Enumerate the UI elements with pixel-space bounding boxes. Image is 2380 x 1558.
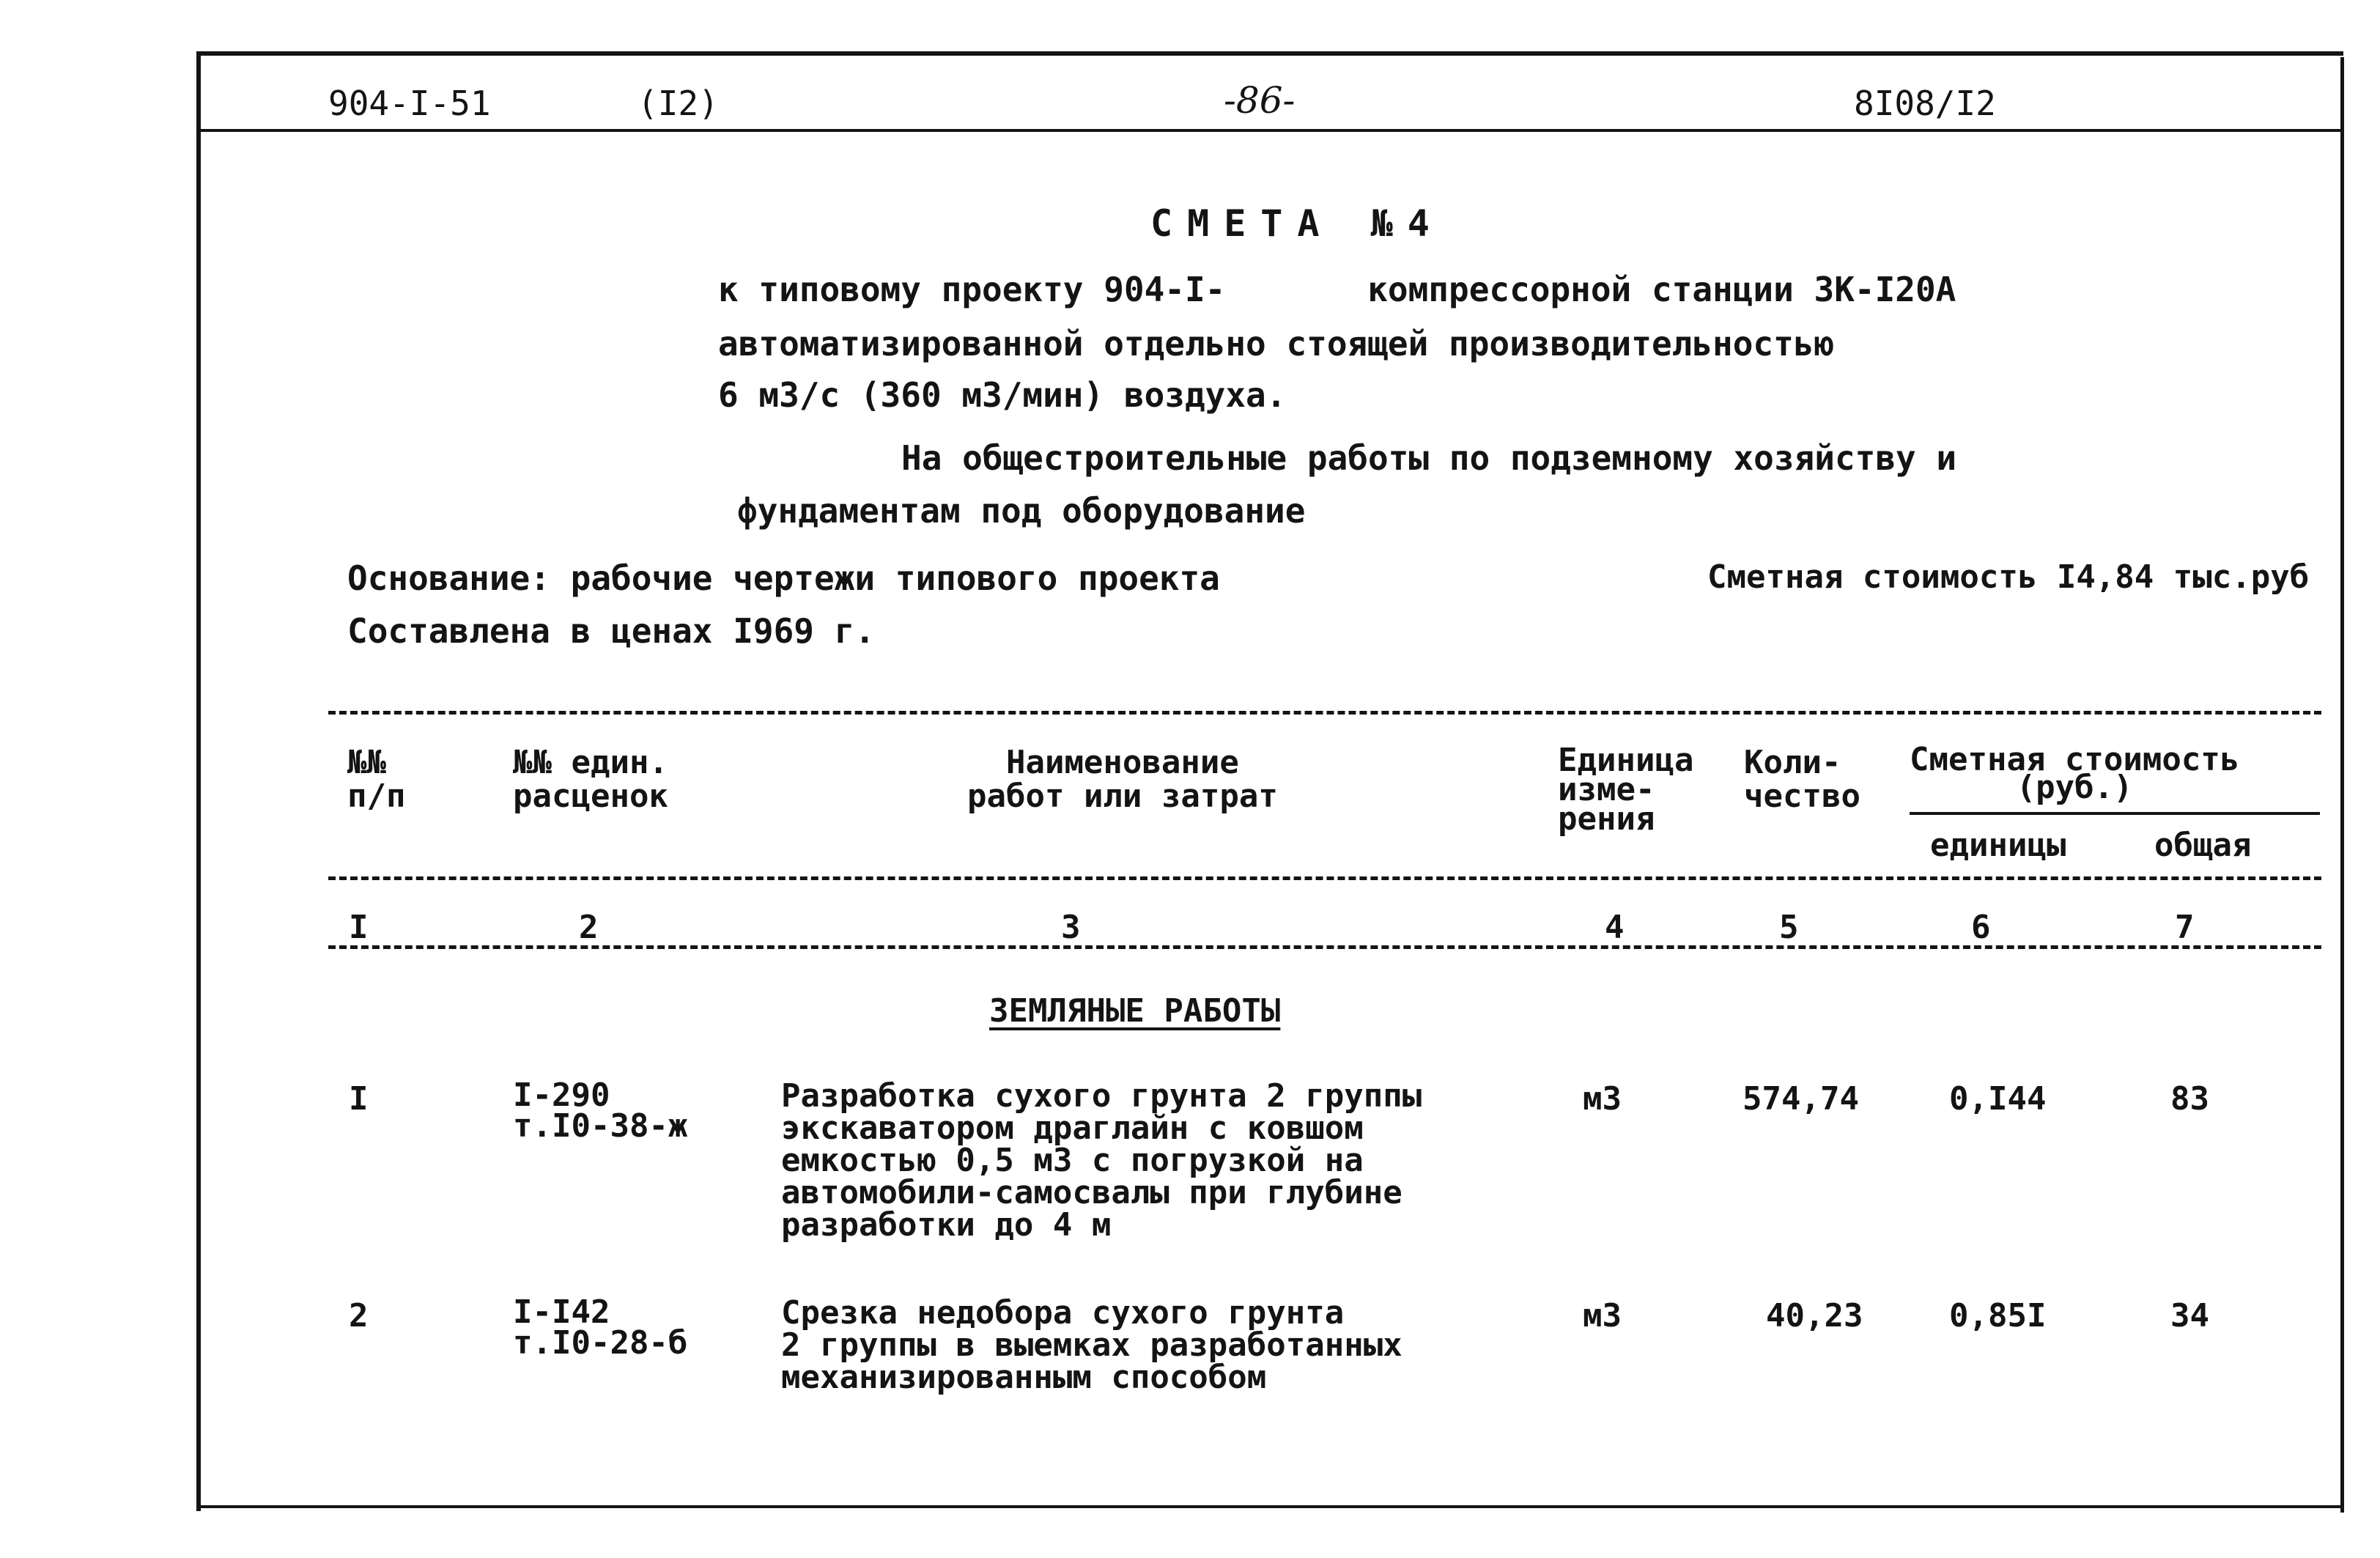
table-header-rule (328, 876, 2321, 880)
table-row-price: 0,85I (1949, 1297, 2047, 1334)
header-num: №№ п/п (347, 744, 406, 815)
frame-left-border (196, 51, 201, 1511)
frame-top-border (196, 51, 2343, 56)
doc-part: (I2) (638, 84, 719, 123)
header-cost-unit: единицы (1930, 827, 2066, 864)
table-row-qty: 574,74 (1742, 1080, 1859, 1118)
table-row-name: Разработка сухого грунта 2 группы экскаватором драглайн с ковшом емкостью 0,5 м3 с погрузкой на автомобили-самосвалы при глубине разработки до 4 м (781, 1077, 1422, 1244)
table-row-num: 2 (349, 1297, 369, 1334)
page-number: -86- (1224, 79, 1296, 122)
header-qty: Коли- чество (1744, 744, 1860, 815)
table-row-unit: м3 (1583, 1297, 1622, 1334)
header-divider (196, 129, 2343, 132)
frame-right-border (2340, 57, 2344, 1513)
estimated-cost: Сметная стоимость I4,84 тыс.руб (1707, 558, 2310, 596)
table-row-total: 83 (2170, 1080, 2209, 1118)
table-row-qty: 40,23 (1766, 1297, 1863, 1334)
header-code: №№ един. расценок (513, 744, 668, 815)
table-row-code: I-290 т.I0-38-ж (513, 1077, 688, 1145)
title-line-2: автоматизированной отдельно стоящей производительностью (718, 324, 1835, 363)
section-title: ЗЕМЛЯНЫЕ РАБОТЫ (989, 992, 1281, 1030)
column-number-1: I (349, 909, 369, 946)
table-row-code: I-I42 т.I0-28-б (513, 1293, 688, 1362)
table-row-total: 34 (2170, 1297, 2209, 1334)
column-number-2: 2 (579, 909, 599, 946)
table-top-rule (328, 711, 2321, 715)
basis-text: Основание: рабочие чертежи типового проекта (347, 558, 1220, 598)
table-row-price: 0,I44 (1949, 1080, 2047, 1118)
table-row-name: Срезка недобора сухого грунта 2 группы в выемках разработанных механизированным способом (781, 1294, 1402, 1396)
header-cost: Сметная стоимость (руб.) (1910, 741, 2240, 806)
column-number-7: 7 (2175, 909, 2195, 946)
column-number-5: 5 (1779, 909, 1799, 946)
header-unit: Единица изме- рения (1558, 742, 1694, 838)
title-line-4: На общестроительные работы по подземному хозяйству и (901, 438, 1957, 478)
title-line-3: 6 м3/с (360 м3/мин) воздуха. (718, 375, 1287, 415)
column-numbers-rule (328, 945, 2321, 949)
cost-header-underline (1910, 812, 2320, 815)
title-line-1: к типовому проекту 904-I- компрессорной станции ЗК-I20А (718, 270, 1956, 309)
header-name: Наименование работ или затрат (967, 744, 1278, 815)
column-number-4: 4 (1605, 909, 1625, 946)
frame-bottom-border (196, 1505, 2343, 1508)
composed-text: Составлена в ценах I969 г. (347, 611, 876, 651)
table-row-unit: м3 (1583, 1080, 1622, 1118)
doc-code: 904-I-51 (328, 84, 491, 123)
column-number-3: 3 (1061, 909, 1081, 946)
title-line-5: фундаментам под оборудование (737, 491, 1306, 531)
column-number-6: 6 (1971, 909, 1991, 946)
document-title: СМЕТА №4 (1150, 202, 1444, 245)
sheet-number: 8I08/I2 (1854, 84, 1996, 123)
header-cost-total: общая (2154, 827, 2252, 864)
table-row-num: I (349, 1080, 369, 1118)
